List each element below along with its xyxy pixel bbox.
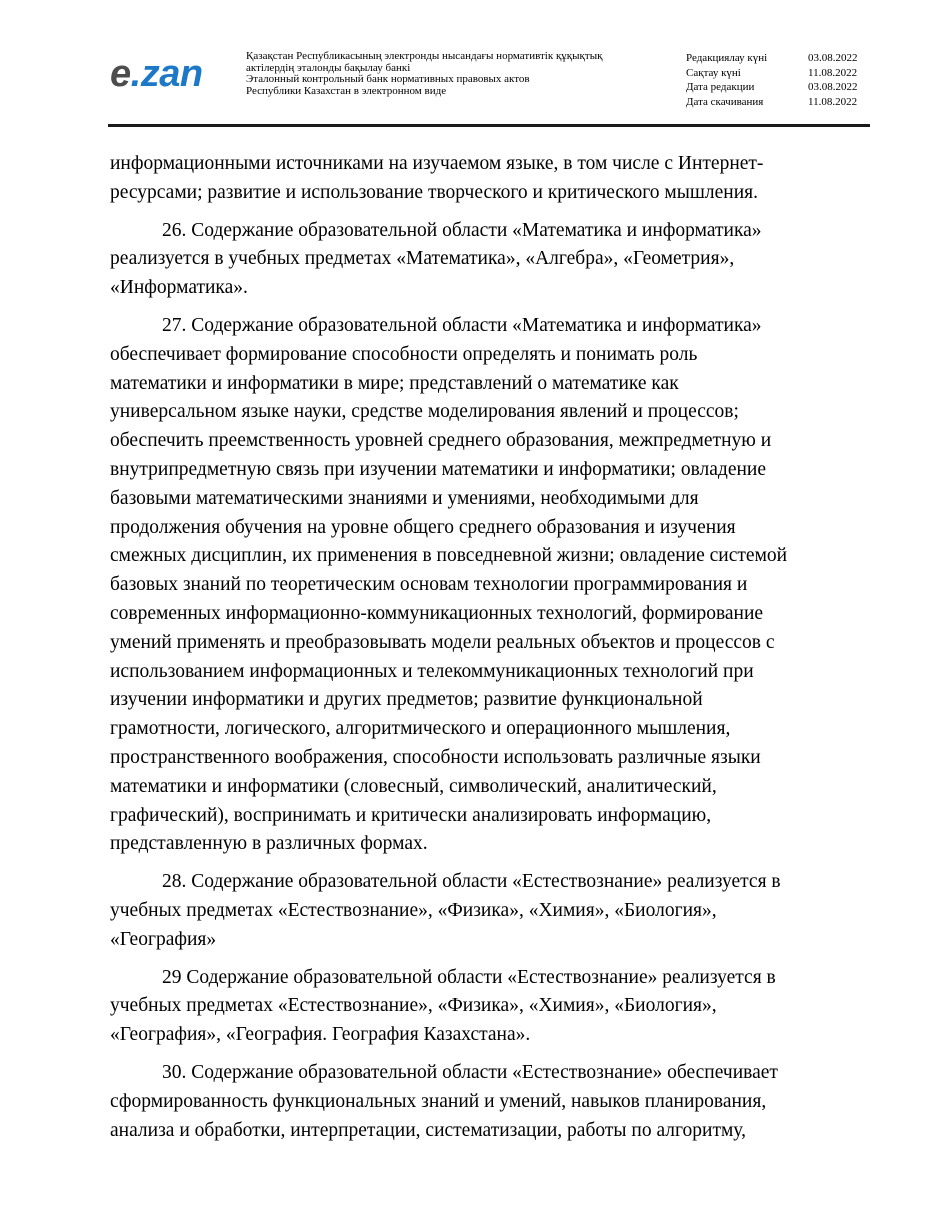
text-line: обеспечивает формирование способности определять и понимать роль	[110, 343, 698, 365]
text-line: учебных предметах «Естествознание», «Физика», «Химия», «Биология»,	[110, 899, 717, 921]
text-line: «География»	[110, 928, 217, 950]
text-line: современных информационно-коммуникационных технологий, формирование	[110, 602, 764, 624]
paragraph-28	[110, 868, 855, 954]
meta-label: Редакциялау күні	[686, 52, 768, 64]
text-line: грамотности, логического, алгоритмического и операционного мышления,	[110, 718, 731, 740]
text-line: универсальном языке науки, средстве моделирования явлений и процессов;	[110, 401, 739, 423]
paragraph-27	[110, 312, 855, 859]
text-line: внутрипредметную связь при изучении математики и информатики; овладение	[110, 458, 767, 480]
text-line: математики и информатики (словесный, символический, аналитический,	[110, 775, 717, 797]
meta-label: Дата редакции	[686, 81, 755, 93]
text-line: использованием информационных и телекоммуникационных технологий при	[110, 660, 754, 682]
text-line: ресурсами; развитие и использование творческого и критического мышления.	[110, 181, 758, 203]
text-line: 29 Содержание образовательной области «Естествознание» реализуется в	[162, 966, 776, 988]
meta-row-download-date-ru	[686, 95, 868, 110]
meta-value: 03.08.2022	[808, 52, 858, 64]
meta-value: 11.08.2022	[808, 95, 858, 108]
text-line: умений применять и преобразовывать модели реальных объектов и процессов с	[110, 631, 775, 653]
paragraph-29	[110, 964, 855, 1050]
text-line: анализа и обработки, интерпретации, систематизации, работы по алгоритму,	[110, 1119, 746, 1141]
text-line: графический), воспринимать и критически анализировать информацию,	[110, 804, 712, 826]
text-line: 26. Содержание образовательной области «Математика и информатика»	[162, 219, 762, 241]
header-description-line: Республики Казахстан в электронном виде	[246, 85, 447, 98]
header-description-line: Қазақстан Республикасының электронды нысандағы нормативтік құқықтық	[246, 50, 603, 62]
header-divider	[108, 124, 870, 127]
text-line: учебных предметах «Естествознание», «Физика», «Химия», «Биология»,	[110, 995, 717, 1017]
text-line: изучении информатики и других предметов; развитие функциональной	[110, 689, 703, 711]
text-line: 27. Содержание образовательной области «Математика и информатика»	[162, 314, 762, 336]
text-line: пространственного воображения, способности использовать различные языки	[110, 746, 761, 768]
header-description-line: Эталонный контрольный банк нормативных правовых актов	[246, 73, 530, 86]
page-header	[108, 50, 868, 120]
text-line: смежных дисциплин, их применения в повседневной жизни; овладение системой	[110, 545, 788, 567]
meta-label: Сақтау күні	[686, 66, 741, 79]
text-line: «Информатика».	[110, 277, 248, 299]
ezan-logo: e.zan	[110, 53, 203, 95]
document-body	[110, 150, 855, 1154]
text-line: обеспечить преемственность уровней среднего образования, межпредметную и	[110, 430, 772, 452]
text-line: продолжения обучения на уровне общего среднего образования и изучения	[110, 516, 736, 538]
header-meta	[686, 51, 868, 109]
meta-row-edit-date-ru	[686, 80, 868, 95]
text-line: базовыми математическими знаниями и умениями, необходимыми для	[110, 487, 699, 509]
text-line: 28. Содержание образовательной области «Естествознание» реализуется в	[162, 871, 781, 893]
header-description-line: актілердің эталонды бақылау банкі	[246, 61, 411, 74]
header-description	[246, 51, 666, 98]
meta-label: Дата скачивания	[686, 95, 764, 108]
text-line: математики и информатики в мире; представлений о математике как	[110, 372, 679, 394]
text-line: информационными источниками на изучаемом языке, в том числе с Интернет-	[110, 153, 764, 174]
meta-row-save-date-kz	[686, 66, 868, 81]
text-line: базовых знаний по теоретическим основам технологии программирования и	[110, 574, 748, 596]
meta-value: 11.08.2022	[808, 66, 858, 79]
paragraph-30	[110, 1059, 855, 1145]
text-line: сформированность функциональных знаний и умений, навыков планирования,	[110, 1090, 767, 1112]
text-line: «География», «География. География Казахстана».	[110, 1024, 531, 1046]
paragraph-26	[110, 217, 855, 303]
text-line: реализуется в учебных предметах «Математика», «Алгебра», «Геометрия»,	[110, 248, 735, 270]
meta-value: 03.08.2022	[808, 81, 858, 93]
text-line: представленную в различных формах.	[110, 833, 428, 855]
meta-row-edit-date-kz	[686, 51, 868, 66]
text-line: 30. Содержание образовательной области «Естествознание» обеспечивает	[162, 1061, 778, 1083]
paragraph-continuation	[110, 150, 855, 208]
